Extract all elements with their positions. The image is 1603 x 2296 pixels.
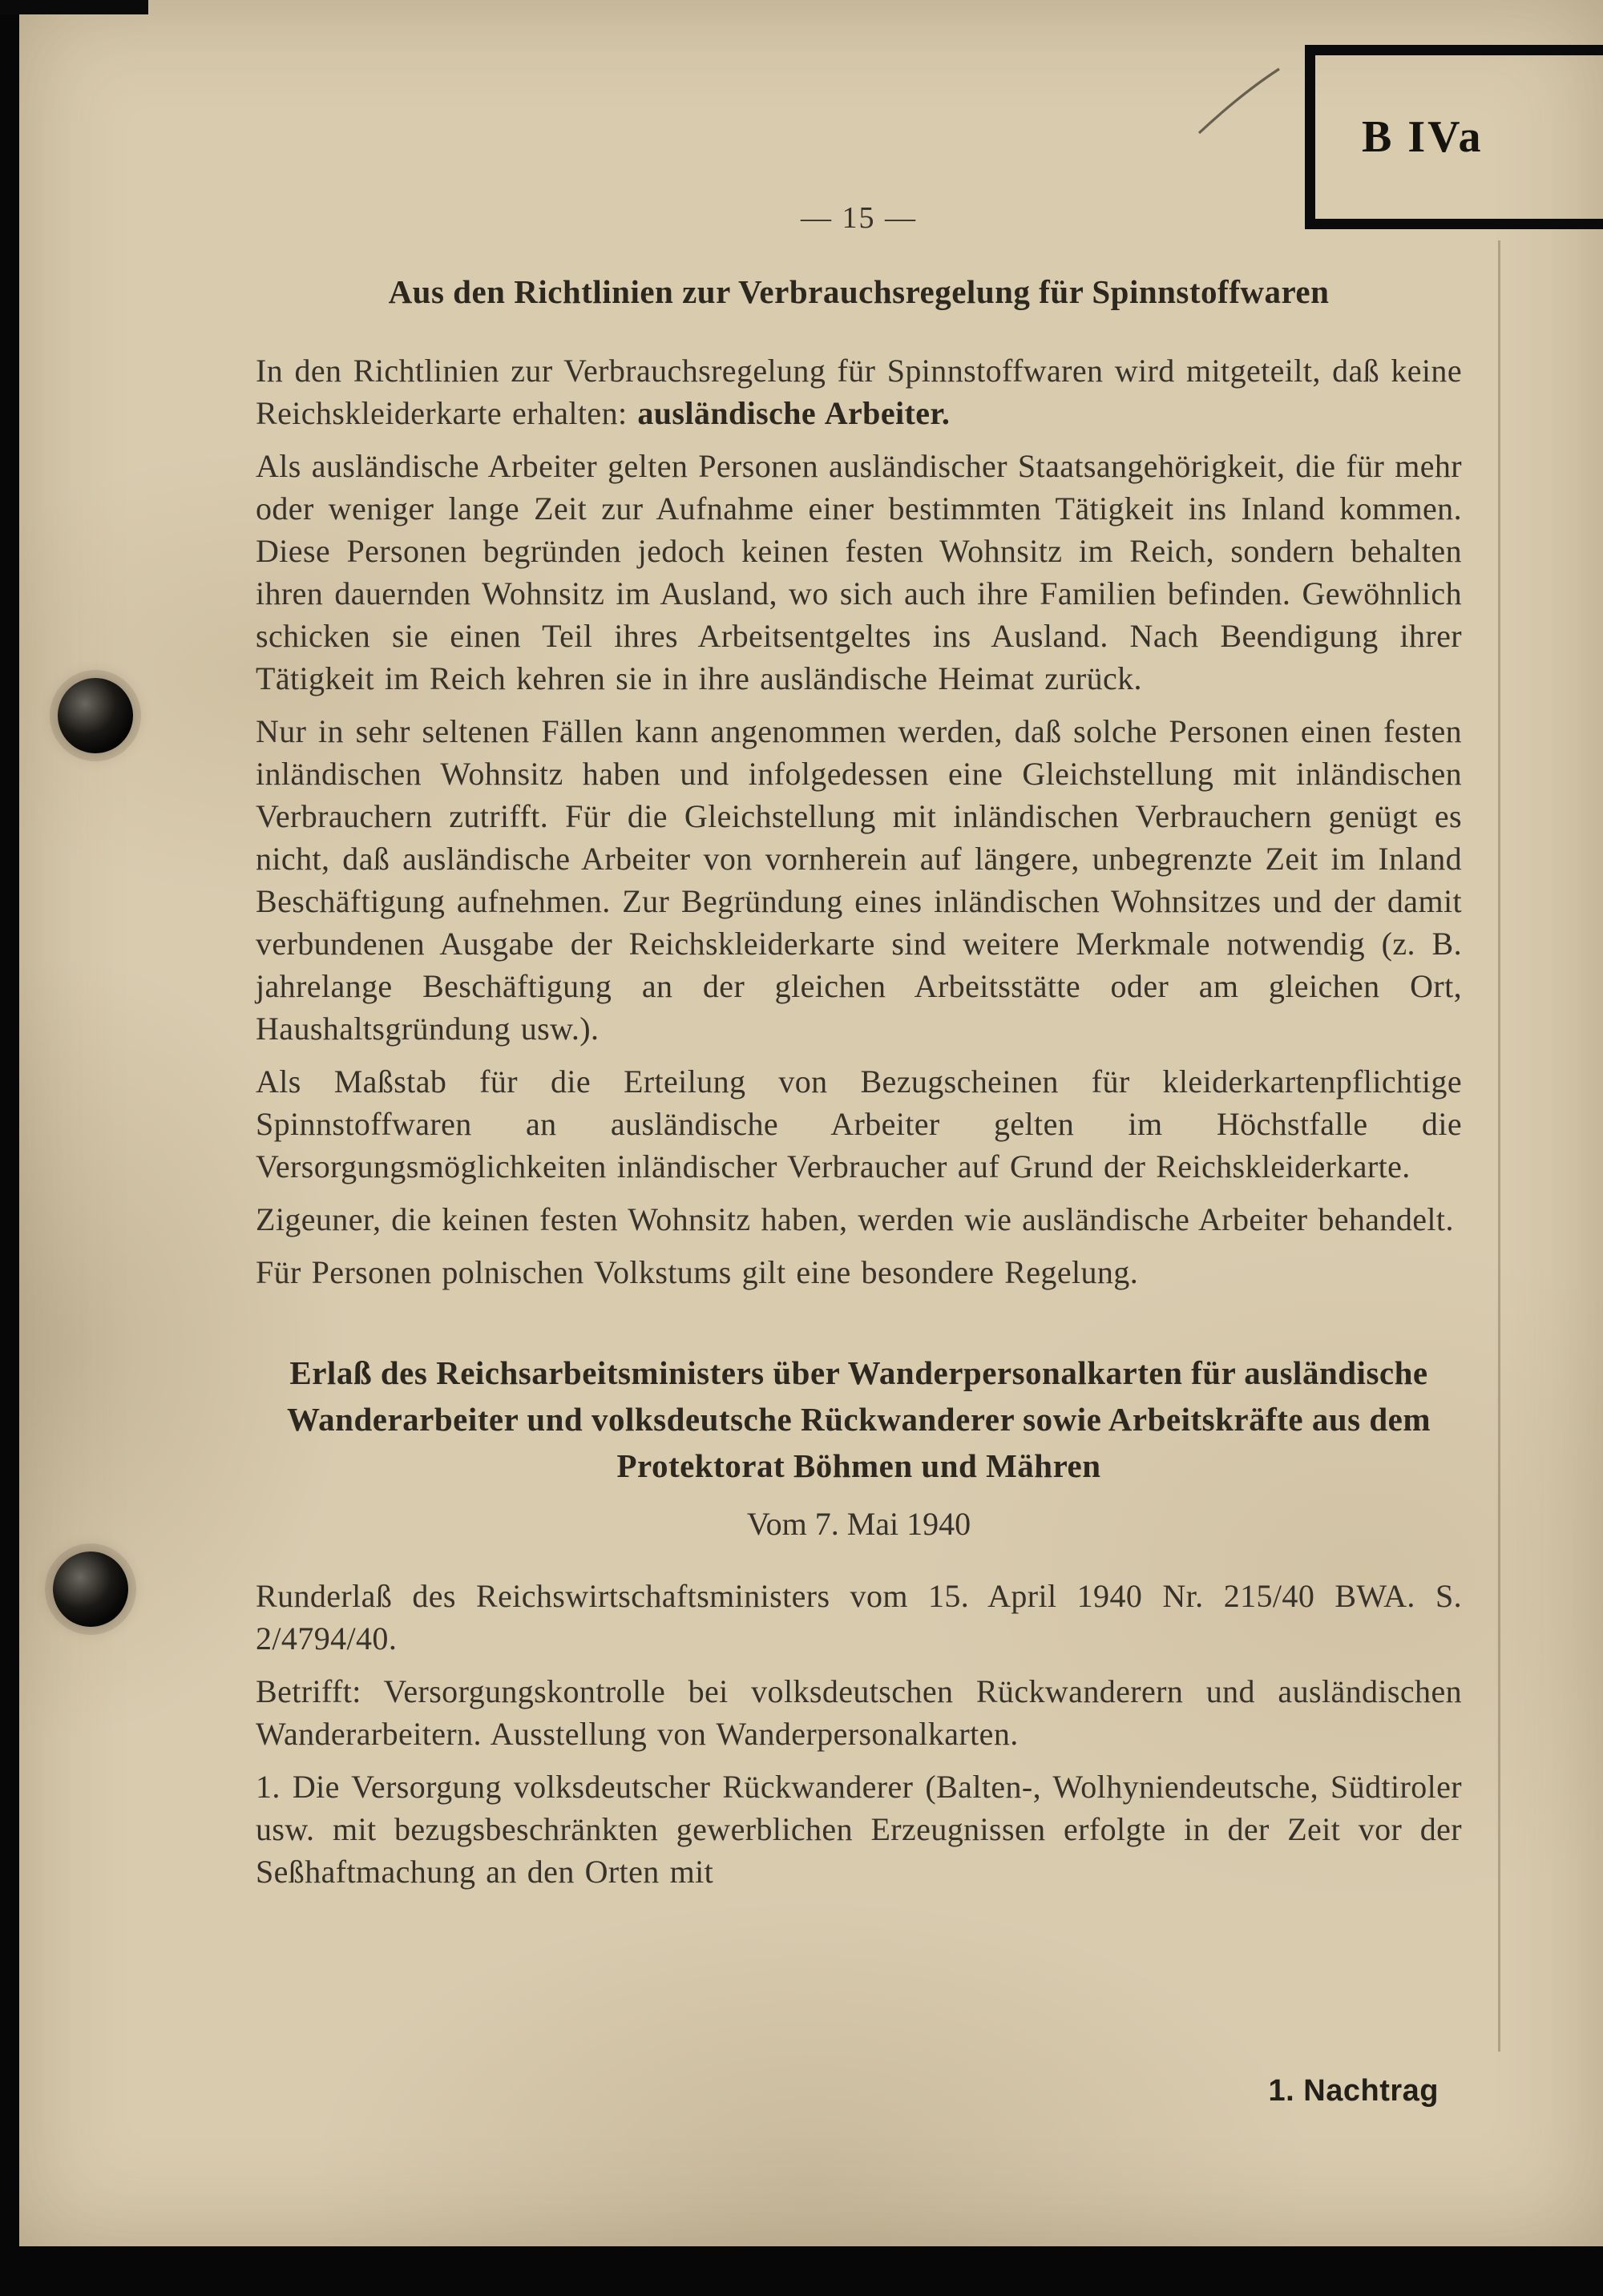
paragraph: 1. Die Versorgung volksdeutscher Rückwanderer (Balten-, Wolhyniendeutsche, Südtiroler usw. mit bezugsbeschränkten gewerblichen Erzeugnissen erfolgte in der Zeit vor der Seßhaftmachung an den Orten mit [256, 1769, 1462, 1890]
paragraph: Nur in sehr seltenen Fällen kann angenommen werden, daß solche Personen einen festen inländischen Wohnsitz haben und infolgedessen eine Gleichstellung mit inländischen Verbrauchern zutrifft. Für die Gleichstellung mit inländischen Verbrauchern genügt es nicht, daß ausländische Arbeiter von vornherein auf längere, unbegrenzte Zeit im Inland Beschäftigung aufnehmen. Zur Begründung eines inländischen Wohnsitzes und der damit verbundenen Ausgabe der Reichskleiderkarte sind weitere Merkmale notwendig (z. B. jahrelange Beschäftigung an der gleichen Arbeitsstätte oder am gleichen Ort, Haushaltsgründung usw.). [256, 713, 1462, 1047]
paragraph [256, 349, 1462, 434]
paragraph-text: In den Richtlinien zur Verbrauchsregelung für Spinnstoffwaren wird mitgeteilt, daß keine Reichskleiderkarte erhalten: [256, 353, 1462, 431]
section2-title: Erlaß des Reichsarbeitsministers über Wanderpersonalkarten für ausländische Wanderarbeiter und volksdeutsche Rückwanderer sowie Arbeitskräfte aus dem Protektorat Böhmen und Mähren [286, 1354, 1431, 1484]
paragraph: Betrifft: Versorgungskontrolle bei volksdeutschen Rückwanderern und ausländischen Wanderarbeitern. Ausstellung von Wanderpersonalkarten. [256, 1673, 1462, 1752]
classification-stamp-label: B IVa [1362, 112, 1484, 162]
section1-title: Aus den Richtlinien zur Verbrauchsregelung für Spinnstoffwaren [388, 273, 1330, 310]
scan-edge-top-left [0, 0, 148, 14]
paragraph: Für Personen polnischen Volkstums gilt eine besondere Regelung. [256, 1254, 1139, 1290]
paragraph: Als ausländische Arbeiter gelten Personen ausländischer Staatsangehörigkeit, die für mehr oder weniger lange Zeit zur Aufnahme einer bestimmten Tätigkeit ins Inland kommen. Diese Personen begründen jedoch keinen festen Wohnsitz im Reich, sondern behalten ihren dauernden Wohnsitz im Ausland, wo sich auch ihre Familien befinden. Gewöhnlich schicken sie einen Teil ihres Arbeitsentgeltes ins Ausland. Nach Beendigung ihrer Tätigkeit im Reich kehren sie in ihre ausländische Heimat zurück. [256, 448, 1462, 696]
emphasized-text: ausländische Arbeiter. [637, 395, 951, 431]
page-crease-line [1498, 240, 1500, 2052]
punch-hole [53, 1552, 128, 1627]
punch-hole [58, 678, 133, 753]
supplement-label: 1. Nachtrag [1268, 2074, 1439, 2108]
text-column [256, 0, 1462, 1903]
classification-stamp [1305, 45, 1603, 229]
page-number: — 15 — [801, 201, 917, 235]
paragraph: Runderlaß des Reichswirtschaftsministers vom 15. April 1940 Nr. 215/40 BWA. S. 2/4794/40. [256, 1578, 1462, 1656]
document-page [19, 0, 1603, 2246]
section1-body [256, 349, 1462, 1293]
paragraph: Zigeuner, die keinen festen Wohnsitz haben, werden wie ausländische Arbeiter behandelt. [256, 1201, 1454, 1237]
section2-body [256, 1575, 1462, 1893]
paragraph: Als Maßstab für die Erteilung von Bezugscheinen für kleiderkartenpflichtige Spinnstoffwaren an ausländische Arbeiter gelten im Höchstfalle die Versorgungsmöglichkeiten inländischer Verbraucher auf Grund der Reichskleiderkarte. [256, 1063, 1462, 1184]
section2-date: Vom 7. Mai 1940 [746, 1506, 971, 1542]
